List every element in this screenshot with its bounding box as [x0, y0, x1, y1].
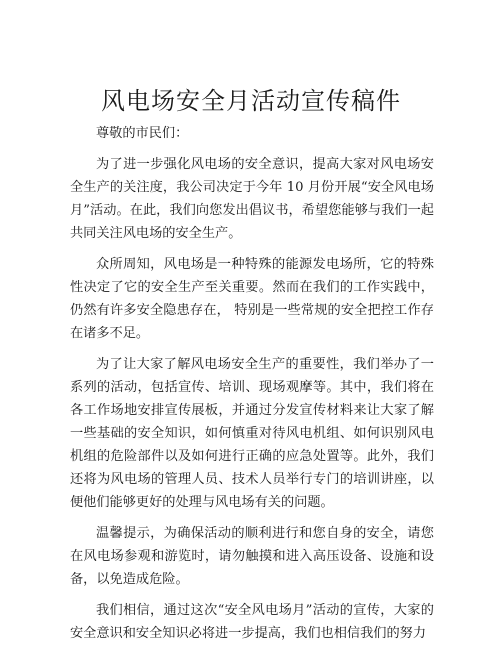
paragraph-4: 温馨提示，为确保活动的顺利进行和您自身的安全，请您在风电场参观和游览时，请勿触摸和进入高压设备、设施和设备，以免造成危险。 [70, 526, 434, 587]
salutation: 尊敬的市民们： [96, 126, 189, 141]
document-body [70, 122, 434, 649]
paragraph-2: 众所周知，风电场是一种特殊的能源发电场所，它的特殊性决定了它的安全生产至关重要。然而在我们的工作实践中，仍然有许多安全隐患存在， 特别是一些常规的安全把控工作存在诸多不足。 [70, 257, 434, 341]
paragraph-5: 我们相信，通过这次“安全风电场月”活动的宣传，大家的安全意识和安全知识必将进一步提高，我们也相信我们的努力 [70, 603, 434, 641]
paragraph-1: 为了进一步强化风电场的安全意识，提高大家对风电场安全生产的关注度，我公司决定于今年 10 月份开展“安全风电场月”活动。在此，我们向您发出倡议书，希望您能够与我们一起共同关注风电场的安全生产。 [70, 157, 434, 241]
paragraph-3: 为了让大家了解风电场安全生产的重要性，我们举办了一系列的活动，包括宣传、培训、现场观摩等。其中，我们将在各工作场地安排宣传展板，并通过分发宣传材料来让大家了解一些基础的安全知识，如何慎重对待风电机组、如何识别风电机组的危险部件以及如何进行正确的应急处置等。此外，我们还将为风电场的管理人员、技术人员举行专门的培训讲座，以便他们能够更好的处理与风电场有关的问题。 [70, 357, 434, 510]
document-title: 风电场安全月活动宣传稿件 [101, 87, 401, 115]
